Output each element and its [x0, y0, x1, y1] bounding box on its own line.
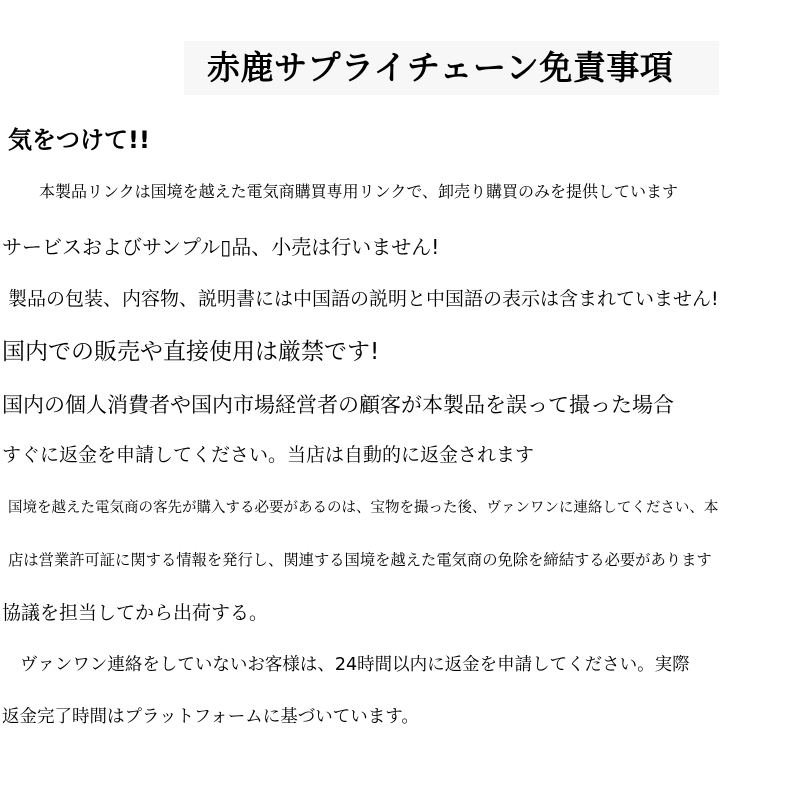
notice-line-6: すぐに返金を申請してください。当店は自動的に返金されます — [2, 444, 535, 466]
notice-line-1: 本製品リンクは国境を越えた電気商購買専用リンクで、卸売り購買のみを提供しています — [39, 182, 679, 201]
notice-line-2: サービスおよびサンプル▯品、小売は行いません! — [2, 235, 440, 259]
notice-line-4: 国内での販売や直接使用は厳禁です! — [2, 339, 380, 365]
page-title: 赤鹿サプライチェーン免責事項 — [207, 48, 674, 87]
notice-line-5: 国内の個人消費者や国内市場経営者の顧客が本製品を誤って撮った場合 — [2, 393, 674, 417]
notice-line-11: 返金完了時間はプラットフォームに基づいています。 — [2, 707, 419, 727]
warning-heading: 気をつけて!! — [8, 126, 150, 154]
notice-line-9: 協議を担当してから出荷する。 — [2, 602, 269, 624]
notice-line-3: 製品の包装、内容物、説明書には中国語の説明と中国語の表示は含まれていません! — [8, 288, 719, 310]
notice-line-7: 国境を越えた電気商の客先が購入する必要があるのは、宝物を撮った後、ヴァンワンに連絡してください、本 — [8, 500, 719, 516]
notice-line-8: 店は営業許可証に関する情報を発行し、関連する国境を越えた電気商の免除を締結する必要があります — [8, 551, 712, 569]
notice-line-10: ヴァンワン連絡をしていないお客様は、24時間以内に返金を申請してください。実際 — [20, 655, 690, 675]
